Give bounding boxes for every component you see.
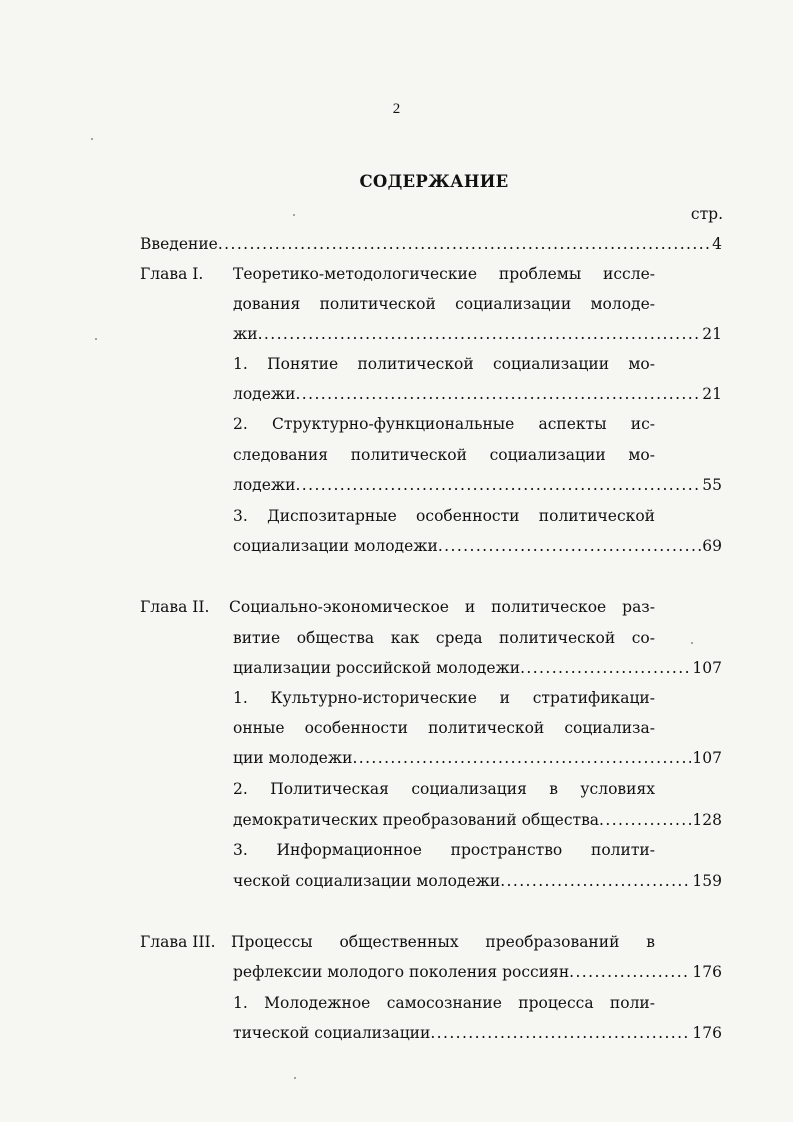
leader-dots bbox=[295, 473, 701, 497]
chapter-label: Глава I. bbox=[140, 265, 204, 283]
leader-dots bbox=[218, 232, 711, 256]
toc-entry-title: ческой социализации молодежи bbox=[233, 872, 501, 890]
chapter-title-last-line[interactable] bbox=[233, 960, 722, 984]
toc-page-number: 21 bbox=[702, 325, 722, 343]
scan-speck bbox=[294, 1077, 296, 1079]
section-title-last-line[interactable] bbox=[233, 869, 722, 893]
chapter-title-line[interactable]: витие общества как среда политической со- bbox=[233, 629, 655, 647]
toc-entry-title: социализации молодежи bbox=[233, 537, 438, 555]
chapter-label: Глава III. bbox=[140, 933, 216, 951]
section-title-line[interactable]: 1. Молодежное самосознание процесса поли- bbox=[233, 994, 655, 1012]
section-title-last-line[interactable] bbox=[233, 473, 722, 497]
leader-dots bbox=[500, 869, 691, 893]
toc-entry-title: ции молодежи bbox=[233, 749, 353, 767]
chapter-title-line[interactable]: Теоретико-методологические проблемы иссле- bbox=[233, 265, 655, 283]
toc-entry-title: жи bbox=[233, 325, 258, 343]
toc-entry-title: Введение bbox=[140, 235, 218, 253]
toc-page-number: 176 bbox=[692, 1024, 722, 1042]
section-title-line[interactable]: 2. Политическая социализация в условиях bbox=[233, 780, 655, 798]
toc-entry-title: циализации российской молодежи bbox=[233, 659, 521, 677]
scan-speck bbox=[95, 338, 97, 340]
section-title-line[interactable]: 3. Диспозитарные особенности политической bbox=[233, 507, 655, 525]
toc-page-number: 159 bbox=[692, 872, 722, 890]
section-title-last-line[interactable] bbox=[233, 382, 722, 406]
chapter-title-line[interactable]: дования политической социализации молоде- bbox=[233, 295, 655, 313]
toc-entry-title: лодежи bbox=[233, 476, 296, 494]
section-title-line[interactable]: онные особенности политической социализа- bbox=[233, 719, 655, 737]
scan-speck bbox=[691, 642, 693, 644]
section-title-last-line[interactable] bbox=[233, 534, 722, 558]
section-title-last-line[interactable] bbox=[233, 746, 722, 770]
chapter-title-last-line[interactable] bbox=[233, 322, 722, 346]
section-title-line[interactable]: 1. Понятие политической социализации мо- bbox=[233, 355, 655, 373]
toc-page-number: 4 bbox=[712, 235, 722, 253]
leader-dots bbox=[352, 746, 691, 770]
toc-page-number: 176 bbox=[692, 963, 722, 981]
toc-entry-title: рефлексии молодого поколения россиян bbox=[233, 963, 570, 981]
scan-speck bbox=[293, 214, 295, 216]
chapter-label: Глава II. bbox=[140, 598, 210, 616]
toc-page-number: 128 bbox=[692, 811, 722, 829]
leader-dots bbox=[520, 656, 691, 680]
section-title-last-line[interactable] bbox=[233, 808, 722, 832]
toc-entry-title: демократических преобразований общества bbox=[233, 811, 600, 829]
section-title-line[interactable]: 3. Информационное пространство полити- bbox=[233, 841, 655, 859]
toc-page-number: 55 bbox=[702, 476, 722, 494]
section-title-last-line[interactable] bbox=[233, 1021, 722, 1045]
toc-page-number: 107 bbox=[692, 659, 722, 677]
page-number: 2 bbox=[392, 101, 401, 117]
toc-title: СОДЕРЖАНИЕ bbox=[359, 172, 509, 191]
chapter-title-line[interactable]: Процессы общественных преобразований в bbox=[231, 933, 655, 951]
section-title-line[interactable]: 2. Структурно-функциональные аспекты ис- bbox=[233, 415, 655, 433]
toc-page-number: 107 bbox=[692, 749, 722, 767]
toc-page-number: 21 bbox=[702, 385, 722, 403]
leader-dots bbox=[295, 382, 701, 406]
page-column-label: стр. bbox=[690, 205, 723, 223]
toc-entry-intro[interactable] bbox=[140, 232, 722, 256]
leader-dots bbox=[258, 322, 702, 346]
leader-dots bbox=[599, 808, 691, 832]
chapter-title-last-line[interactable] bbox=[233, 656, 722, 680]
section-title-line[interactable]: 1. Культурно-исторические и стратификаци- bbox=[233, 689, 655, 707]
chapter-title-line[interactable]: Социально-экономическое и политическое раз- bbox=[229, 598, 655, 616]
leader-dots bbox=[430, 1021, 691, 1045]
leader-dots bbox=[569, 960, 691, 984]
toc-entry-title: лодежи bbox=[233, 385, 296, 403]
toc-entry-title: тической социализации bbox=[233, 1024, 431, 1042]
leader-dots bbox=[438, 534, 701, 558]
section-title-line[interactable]: следования политической социализации мо- bbox=[233, 446, 655, 464]
toc-page-number: 69 bbox=[702, 537, 722, 555]
scan-speck bbox=[91, 138, 93, 140]
